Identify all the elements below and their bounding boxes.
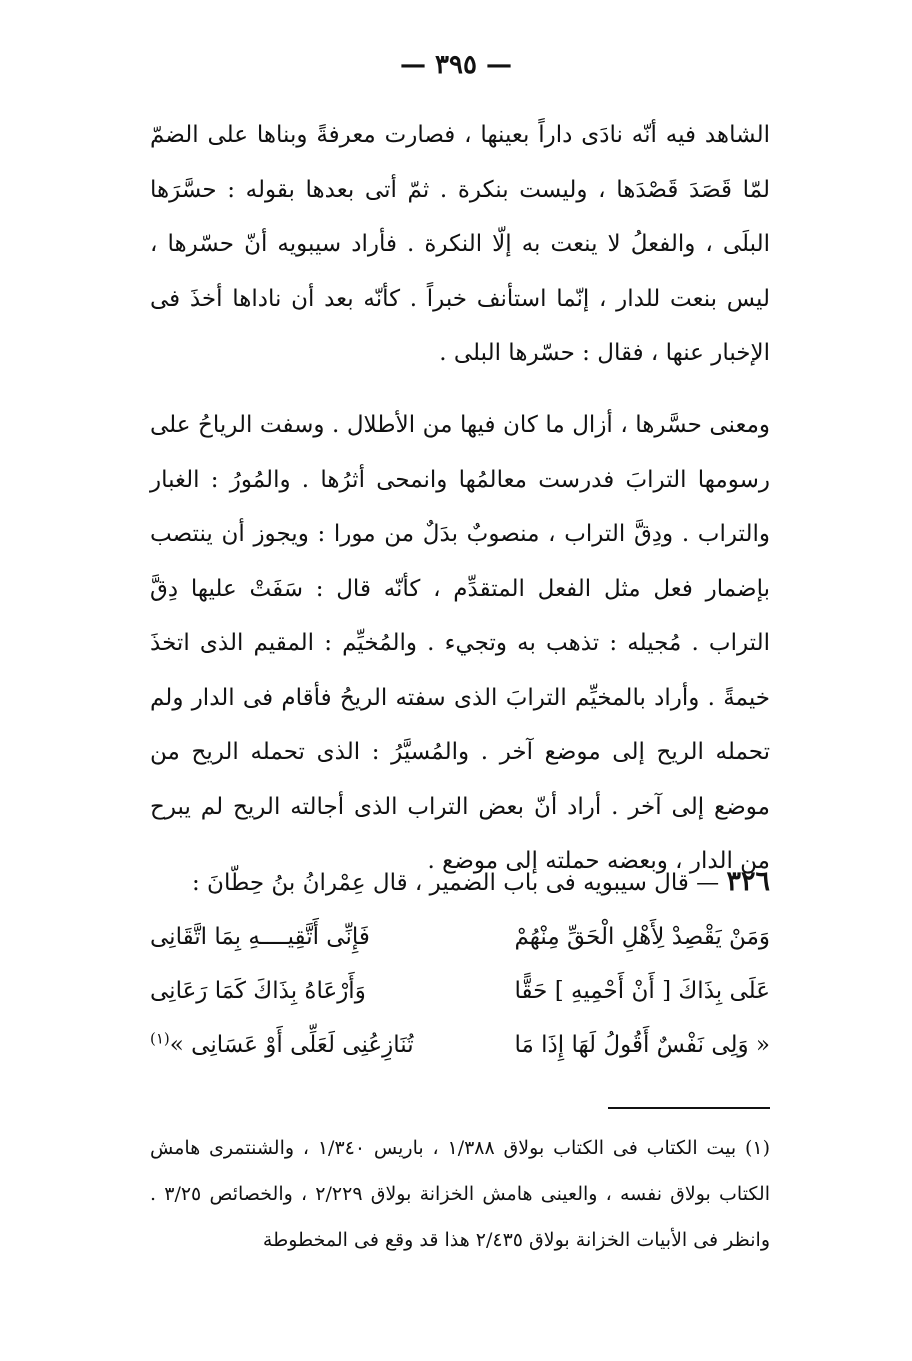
footnote-divider [608,1107,770,1109]
verse-line-2 [150,964,770,1018]
example-heading [150,855,770,910]
example-number: ٣٢٦ [726,866,770,897]
verse-line-1 [150,910,770,964]
verse-3-second-hemistich-text: تُنَازِعُنِى لَعَلِّى أَوْ عَسَانِى » [169,1032,414,1058]
commentary-paragraph-2: ومعنى حسَّرها ، أزال ما كان فيها من الأطلال . وسفت الرياحُ على رسومها الترابَ فدرست معالمُها وانمحى أثرُها . والمُورُ : الغبار والتراب . ودِقَّ التراب ، منصوبٌ بدَلٌ من مورا : ويجوز أن ينتصب بإضمار فعل مثل الفعل المتقدِّم ، كأنّه قال : سَفَتْ عليها دِقَّ التراب . مُجيله : تذهب به وتجيء . والمُخيِّم : المقيم الذى اتخذَ خيمةً . وأراد بالمخيِّم الترابَ الذى سفته الريحُ فأقام فى الدار ولم تحمله الريح إلى موضع آخر . والمُسيَّرُ : الذى تحمله الريح من موضع إلى آخر . أراد أنّ بعض التراب الذى أجالته الريح لم يبرح من الدار ، وبعضه حملته إلى موضع . [150,412,770,874]
example-block [150,855,770,1072]
footnote-marker: (١) [150,1029,170,1048]
verse-2-first-hemistich: عَلَى بِذَاكَ [ أَنْ أَحْمِيهِ ] حَقًّا [514,978,770,1004]
footnote-text: (١) بيت الكتاب فى الكتاب بولاق ١/٣٨٨ ، باريس ١/٣٤٠ ، والشنتمرى هامش الكتاب بولاق نفسه ، والعينى هامش الخزانة بولاق ٢/٢٢٩ ، والخصائص ٣/٢٥ . وانظر فى الأبيات الخزانة بولاق ٢/٤٣٥ هذا قد وقع فى المخطوطة [150,1137,770,1251]
verse-3-second-hemistich [150,1018,414,1072]
verse-1-second-hemistich: فَإِنِّى أَتَّقِيــــهِ بِمَا اتَّقَانِى [150,924,370,950]
verse-2-second-hemistich: وَأَرْعَاهُ بِذَاكَ كَمَا رَعَانِى [150,978,366,1004]
commentary-paragraph-1: الشاهد فيه أنّه نادَى داراً بعينها ، فصارت معرفةً وبناها على الضمّ لمّا قَصَدَ قَصْدَها ، وليست بنكرة . ثمّ أتى بعدها بقوله : حسَّرَها البلَى ، والفعلُ لا ينعت به إلّا النكرة . فأراد سيبويه أنّ حسّرها ، ليس بنعت للدار ، إنّما استأنف خبراً . كأنّه بعد أن ناداها أخذَ فى الإخبار عنها ، فقال : حسّرها البلى . [150,122,770,366]
verse-line-3 [150,1018,770,1072]
page-number: — ٣٩٥ — [399,50,513,80]
verse-3-first-hemistich: « وَلِى نَفْسٌ أَقُولُ لَهَا إِذَا مَا [514,1032,770,1058]
example-intro: — قال سيبويه فى باب الضمير ، قال عِمْرانُ بنُ حِطّانَ : [192,870,720,896]
verse-1-first-hemistich: وَمَنْ يَقْصِدْ لِأَهْلِ الْحَقِّ مِنْهُمْ [514,924,770,950]
